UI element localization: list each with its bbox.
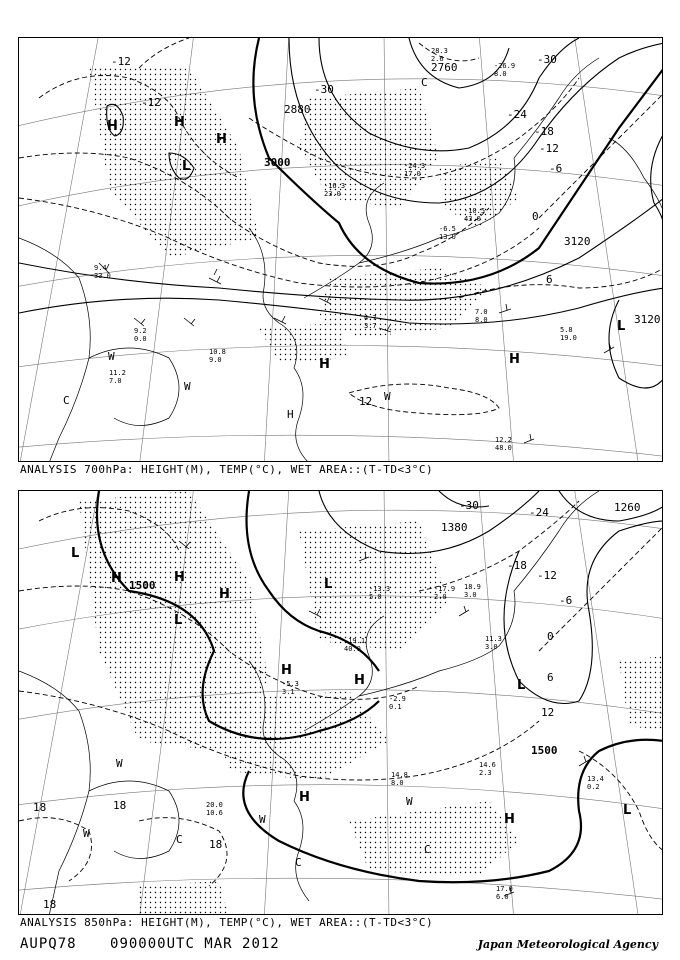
temp-label: -24 xyxy=(529,506,549,519)
temp-label: 18 xyxy=(33,801,47,814)
chart-code: AUPQ78 xyxy=(20,936,77,952)
height-label: 3120 xyxy=(634,313,661,326)
temp-label: 0 xyxy=(547,630,554,643)
station-dewpoint: 3.1 xyxy=(282,688,295,696)
temp-label: -18 xyxy=(507,559,527,572)
high-center: H xyxy=(216,132,227,147)
temp-label: -30 xyxy=(314,83,334,96)
high-center: H xyxy=(319,357,330,372)
station-temp: -6.5 xyxy=(439,225,456,233)
warm-center: W xyxy=(83,827,90,840)
temp-label: 6 xyxy=(546,273,553,286)
station-dewpoint: 2.3 xyxy=(479,769,492,777)
low-center: L xyxy=(517,678,526,693)
station-temp: 14.6 xyxy=(479,761,496,769)
station-dewpoint: 3.0 xyxy=(485,643,498,651)
station-temp: -17.9 xyxy=(434,585,456,593)
chart-identifier xyxy=(20,936,280,952)
high-center: H xyxy=(509,352,520,367)
station-dewpoint: 19.0 xyxy=(560,334,577,342)
station-dewpoint: 48.0 xyxy=(495,444,512,452)
station-temp: 11.2 xyxy=(109,369,126,377)
station-dewpoint: 23.0 xyxy=(324,190,341,198)
height-label: 1260 xyxy=(614,501,641,514)
high-center: H xyxy=(111,571,122,586)
warm-center: H xyxy=(287,408,294,421)
temp-label: -12 xyxy=(537,569,557,582)
height-label: 1500 xyxy=(129,579,156,592)
station-dewpoint: 2.0 xyxy=(434,593,447,601)
station-dewpoint: 0.2 xyxy=(587,783,600,791)
wet-areas xyxy=(79,491,663,915)
station-dewpoint: 0.0 xyxy=(134,335,147,343)
station-temp: 5.8 xyxy=(560,326,573,334)
high-center: H xyxy=(354,673,365,688)
station-temp: 14.8 xyxy=(391,771,408,779)
cold-center: C xyxy=(295,856,302,869)
temp-label: 18 xyxy=(43,898,57,911)
temp-label: 12 xyxy=(541,706,555,719)
station-dewpoint: 43.0 xyxy=(464,215,481,223)
temp-label: -6 xyxy=(559,594,573,607)
high-center: H xyxy=(174,570,185,585)
station-temp: -13.3 xyxy=(369,585,391,593)
chart-700hpa xyxy=(19,38,663,462)
temp-label: 12 xyxy=(359,395,373,408)
station-dewpoint: 0.1 xyxy=(389,703,402,711)
station-dewpoint: 3.0 xyxy=(464,591,477,599)
station-temp: 12.2 xyxy=(495,436,512,444)
station-temp: 28.3 xyxy=(431,47,448,55)
station-dewpoint: 2.6 xyxy=(431,55,444,63)
chart-datetime: 090000UTC MAR 2012 xyxy=(110,936,280,952)
station-dewpoint: 8.0 xyxy=(494,70,507,78)
warm-center: W xyxy=(259,813,266,826)
temp-label: -30 xyxy=(459,499,479,512)
station-temp: 9.2 xyxy=(134,327,147,335)
temp-label: 6 xyxy=(547,671,554,684)
height-label: 2880 xyxy=(284,103,311,116)
high-center: H xyxy=(504,812,515,827)
temp-label: -6 xyxy=(549,162,563,175)
station-temp: -24.3 xyxy=(404,162,426,170)
station-dewpoint: 8.0 xyxy=(475,316,488,324)
cold-center: C xyxy=(176,833,183,846)
height-label: 3120 xyxy=(564,235,591,248)
station-dewpoint: 10.6 xyxy=(206,809,223,817)
station-dewpoint: 6.0 xyxy=(496,893,509,901)
high-center: H xyxy=(174,115,185,130)
low-center: L xyxy=(182,159,191,174)
height-label: 3000 xyxy=(264,156,291,169)
temp-label: 18 xyxy=(113,799,127,812)
cold-center: C xyxy=(424,843,431,856)
station-temp: -2.9 xyxy=(389,695,406,703)
warm-center: W xyxy=(108,350,115,363)
warm-center: W xyxy=(184,380,191,393)
station-dewpoint: 13.0 xyxy=(439,233,456,241)
station-temp: 13.4 xyxy=(587,775,604,783)
station-temp: 9.4 xyxy=(94,264,107,272)
map-panel-700hpa xyxy=(18,37,663,462)
agency-name: Japan Meteorological Agency xyxy=(477,938,658,951)
temp-label: 18 xyxy=(209,838,223,851)
temp-label: -12 xyxy=(141,96,161,109)
station-temp: 7.0 xyxy=(475,308,488,316)
station-dewpoint: 9.0 xyxy=(209,356,222,364)
low-center: L xyxy=(623,803,632,818)
station-temp: -10.5 xyxy=(464,207,486,215)
warm-center: W xyxy=(406,795,413,808)
caption-700hpa: ANALYSIS 700hPa: HEIGHT(M), TEMP(°C), WET AREA::(T-TD<3°C) xyxy=(20,463,434,476)
station-temp: 10.8 xyxy=(209,348,226,356)
temp-label: -30 xyxy=(537,53,557,66)
high-center: H xyxy=(219,587,230,602)
height-label: 1380 xyxy=(441,521,468,534)
height-label: 2760 xyxy=(431,61,458,74)
low-center: L xyxy=(617,319,626,334)
cold-center: C xyxy=(421,76,428,89)
station-dewpoint: 3.7 xyxy=(364,322,377,330)
station-temp: -16.3 xyxy=(324,182,346,190)
station-dewpoint: 7.0 xyxy=(109,377,122,385)
cold-center: C xyxy=(63,394,70,407)
caption-850hpa: ANALYSIS 850hPa: HEIGHT(M), TEMP(°C), WET AREA::(T-TD<3°C) xyxy=(20,916,434,929)
temp-label: -24 xyxy=(507,108,527,121)
temp-label: -18 xyxy=(534,125,554,138)
station-temp: -19.1 xyxy=(344,637,366,645)
high-center: H xyxy=(281,663,292,678)
station-dewpoint: 8.0 xyxy=(391,779,404,787)
station-temp: -5.3 xyxy=(282,680,299,688)
station-temp: -26.9 xyxy=(494,62,516,70)
temp-label: 0 xyxy=(532,210,539,223)
low-center: L xyxy=(174,613,183,628)
station-temp: 18.9 xyxy=(464,583,481,591)
map-panel-850hpa xyxy=(18,490,663,915)
high-center: H xyxy=(107,119,118,134)
station-dewpoint: 40.0 xyxy=(344,645,361,653)
low-center: L xyxy=(71,546,80,561)
low-center: L xyxy=(324,577,333,592)
chart-850hpa xyxy=(19,491,663,915)
station-temp: 4.7 xyxy=(364,314,377,322)
station-temp: 11.3 xyxy=(485,635,502,643)
station-temp: 17.0 xyxy=(496,885,513,893)
station-dewpoint: 33.0 xyxy=(94,272,111,280)
high-center: H xyxy=(299,790,310,805)
height-label: 1500 xyxy=(531,744,558,757)
warm-center: W xyxy=(116,757,123,770)
station-temp: 20.0 xyxy=(206,801,223,809)
temp-label: -12 xyxy=(111,55,131,68)
station-dewpoint: 5.0 xyxy=(369,593,382,601)
warm-center: W xyxy=(384,390,391,403)
station-dewpoint: 17.0 xyxy=(404,170,421,178)
temp-label: -12 xyxy=(539,142,559,155)
